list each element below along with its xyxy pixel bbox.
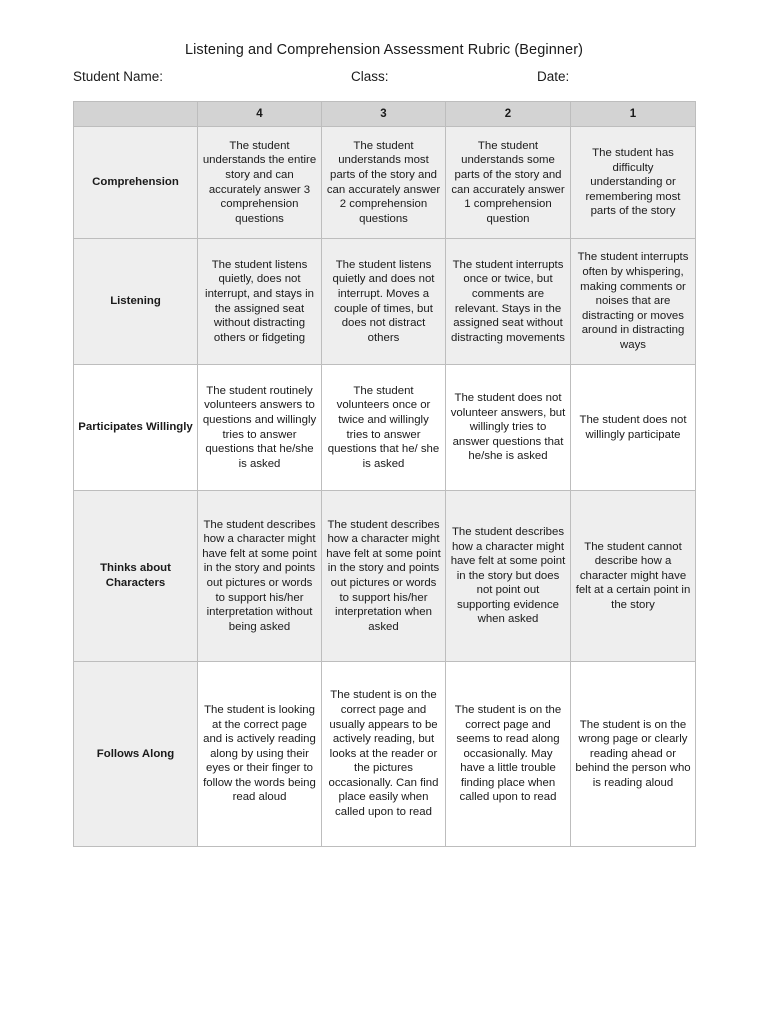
row-category: Participates Willingly bbox=[74, 365, 198, 491]
rubric-cell: The student has difficulty understanding or remembering most parts of the story bbox=[571, 127, 696, 239]
rubric-cell: The student does not volunteer answers, but willingly tries to answer questions that he/she is asked bbox=[446, 365, 571, 491]
table-row bbox=[74, 239, 696, 365]
rubric-cell: The student is on the correct page and usually appears to be actively reading, but looks at the reader or the pictures occasionally. Can find place easily when called upon to read bbox=[322, 662, 446, 847]
rubric-cell: The student describes how a character might have felt at some point in the story but does not point out supporting evidence when asked bbox=[446, 491, 571, 662]
rubric-cell: The student listens quietly and does not interrupt. Moves a couple of times, but does not distract others bbox=[322, 239, 446, 365]
header-cell-blank bbox=[74, 102, 198, 127]
rubric-cell: The student volunteers once or twice and willingly tries to answer questions that he/ she is asked bbox=[322, 365, 446, 491]
header-score-4: 4 bbox=[198, 102, 322, 127]
rubric-cell: The student is on the wrong page or clearly reading ahead or behind the person who is reading aloud bbox=[571, 662, 696, 847]
rubric-cell-text: The student interrupts often by whispering, making comments or noises that are distracting or moves around in distracting ways bbox=[577, 251, 689, 351]
table-row bbox=[74, 127, 696, 239]
rubric-cell bbox=[571, 239, 696, 365]
rubric-cell: The student does not willingly participate bbox=[571, 365, 696, 491]
table-row bbox=[74, 662, 696, 847]
date-label: Date: bbox=[537, 69, 570, 84]
row-category: Follows Along bbox=[74, 662, 198, 847]
rubric-cell: The student understands most parts of the story and can accurately answer 2 comprehension questions bbox=[322, 127, 446, 239]
header-score-2: 2 bbox=[446, 102, 571, 127]
rubric-table bbox=[73, 101, 696, 847]
student-name-label: Student Name: bbox=[73, 69, 164, 84]
rubric-cell: The student routinely volunteers answers to questions and willingly tries to answer questions that he/she is asked bbox=[198, 365, 322, 491]
table-row bbox=[74, 365, 696, 491]
rubric-cell: The student listens quietly, does not interrupt, and stays in the assigned seat without distracting others or fidgeting bbox=[198, 239, 322, 365]
class-label: Class: bbox=[351, 69, 389, 84]
rubric-cell: The student cannot describe how a character might have felt at a certain point in the story bbox=[571, 491, 696, 662]
row-category: Listening bbox=[74, 239, 198, 365]
rubric-cell: The student understands the entire story and can accurately answer 3 comprehension questions bbox=[198, 127, 322, 239]
header-score-1: 1 bbox=[571, 102, 696, 127]
rubric-cell: The student understands some parts of the story and can accurately answer 1 comprehension question bbox=[446, 127, 571, 239]
table-row bbox=[74, 491, 696, 662]
header-row bbox=[74, 102, 696, 127]
rubric-cell: The student interrupts once or twice, but comments are relevant. Stays in the assigned seat without distracting movements bbox=[446, 239, 571, 365]
row-category: Thinks about Characters bbox=[74, 491, 198, 662]
rubric-cell: The student is looking at the correct page and is actively reading along by using their eyes or their finger to follow the words being read aloud bbox=[198, 662, 322, 847]
rubric-cell: The student is on the correct page and seems to read along occasionally. May have a little trouble finding place when called upon to read bbox=[446, 662, 571, 847]
header-score-3: 3 bbox=[322, 102, 446, 127]
row-category: Comprehension bbox=[74, 127, 198, 239]
document-title: Listening and Comprehension Assessment Rubric (Beginner) bbox=[184, 42, 584, 58]
rubric-cell: The student describes how a character might have felt at some point in the story and points out pictures or words to support his/her interpretation when asked bbox=[322, 491, 446, 662]
rubric-cell: The student describes how a character might have felt at some point in the story and points out pictures or words to support his/her interpretation without being asked bbox=[198, 491, 322, 662]
